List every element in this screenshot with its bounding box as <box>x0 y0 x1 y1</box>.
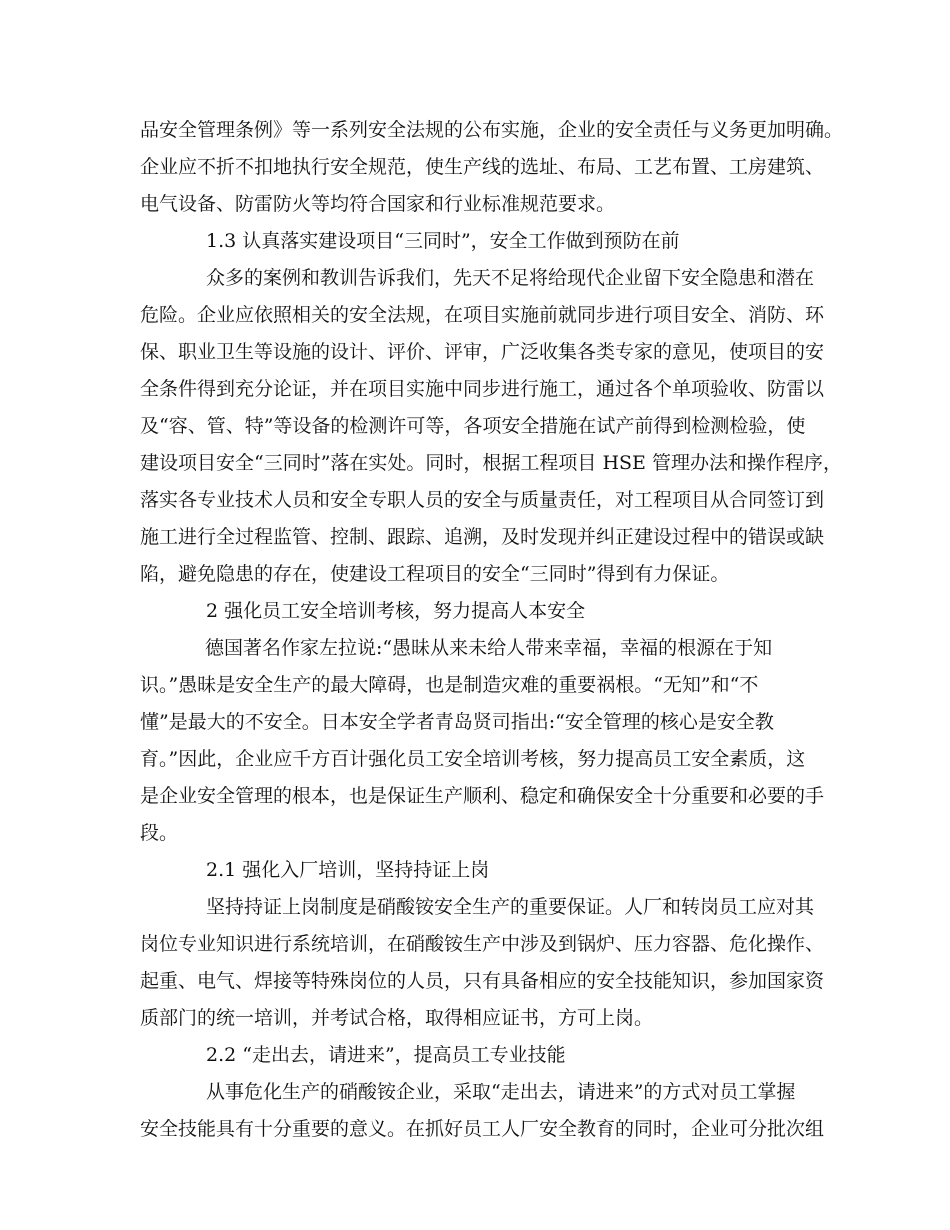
body-text-line: 质部门的统一培训，并考试合格，取得相应证书，方可上岗。 <box>140 1007 654 1029</box>
body-text-line: 岗位专业知识进行系统培训，在硝酸铵生产中涉及到锅炉、压力容器、危化操作、 <box>140 933 825 955</box>
body-text-line: 安全技能具有十分重要的意义。在抓好员工人厂安全教育的同时，企业可分批次组 <box>140 1118 825 1140</box>
body-text-line: 是企业安全管理的根本，也是保证生产顺利、稳定和确保安全十分重要和必要的手 <box>140 785 825 807</box>
body-text-line: 落实各专业技术人员和安全专职人员的安全与质量责任，对工程项目从合同签订到 <box>140 489 825 511</box>
body-text-line: 懂”是最大的不安全。日本安全学者青岛贤司指出:“安全管理的核心是安全教 <box>140 711 774 733</box>
body-text-line: 危险。企业应依照相关的安全法规，在项目实施前就同步进行项目安全、消防、环 <box>140 304 825 326</box>
body-text-line: 坚持持证上岗制度是硝酸铵安全生产的重要保证。人厂和转岗员工应对其 <box>206 896 815 918</box>
body-text-line: 众多的案例和教训告诉我们，先天不足将给现代企业留下安全隐患和潜在 <box>206 267 815 289</box>
body-text-line: 及“容、管、特”等设备的检测许可等，各项安全措施在试产前得到检测检验，使 <box>140 415 806 437</box>
section-heading-2-2: 2.2 “走出去，请进来”，提高员工专业技能 <box>206 1044 566 1066</box>
section-heading-2: 2 强化员工安全培训考核，努力提高人本安全 <box>206 600 586 622</box>
body-text-line: 识。”愚昧是安全生产的最大障碍，也是制造灾难的重要祸根。“无知”和“不 <box>140 674 759 696</box>
body-text-line: 从事危化生产的硝酸铵企业，采取“走出去，请进来”的方式对员工掌握 <box>206 1081 796 1103</box>
section-heading-1-3: 1.3 认真落实建设项目“三同时”，安全工作做到预防在前 <box>206 230 680 252</box>
body-text-line: 全条件得到充分论证，并在项目实施中同步进行施工，通过各个单项验收、防雷以 <box>140 378 825 400</box>
section-heading-2-1: 2.1 强化入厂培训，坚持持证上岗 <box>206 859 490 881</box>
body-text-line: 电气设备、防雷防火等均符合国家和行业标准规范要求。 <box>140 193 616 215</box>
body-text-line: 段。 <box>140 822 179 844</box>
body-text-line: 企业应不折不扣地执行安全规范，使生产线的选址、布局、工艺布置、工房建筑、 <box>140 156 825 178</box>
body-text-line: 起重、电气、焊接等特殊岗位的人员，只有具备相应的安全技能知识，参加国家资 <box>140 970 825 992</box>
body-text-line: 育。”因此，企业应千方百计强化员工安全培训考核，努力提高员工安全素质，这 <box>140 748 806 770</box>
body-text-line: 保、职业卫生等设施的设计、评价、评审，广泛收集各类专家的意见，使项目的安 <box>140 341 825 363</box>
body-text-line: 施工进行全过程监管、控制、跟踪、追溯，及时发现并纠正建设过程中的错误或缺 <box>140 526 825 548</box>
body-text-line: 陷，避免隐患的存在，使建设工程项目的安全“三同时”得到有力保证。 <box>140 563 730 585</box>
body-text-line: 建设项目安全“三同时”落在实处。同时，根据工程项目 HSE 管理办法和操作程序， <box>140 452 842 474</box>
body-text-line: 德国著名作家左拉说:“愚昧从来未给人带来幸福，幸福的根源在于知 <box>205 637 773 659</box>
body-text-line: 品安全管理条例》等一系列安全法规的公布实施，企业的安全责任与义务更加明确。 <box>140 119 844 141</box>
